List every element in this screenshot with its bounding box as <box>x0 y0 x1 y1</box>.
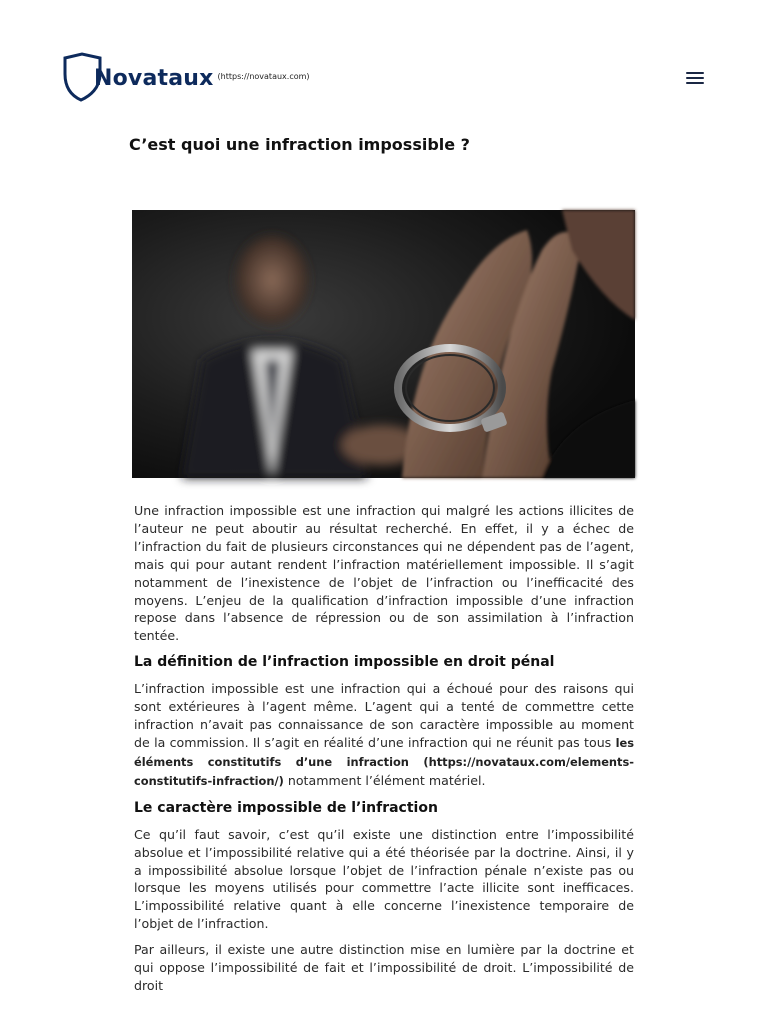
definition-paragraph <box>134 680 634 790</box>
page-title: C’est quoi une infraction impossible ? <box>129 135 470 154</box>
site-header <box>0 0 768 110</box>
hero-image <box>132 210 635 478</box>
section-heading-definition: La définition de l’infraction impossible en droit pénal <box>134 654 555 671</box>
article-body <box>134 502 634 993</box>
hamburger-icon[interactable] <box>686 72 704 86</box>
definition-text-end: notamment l’élément matériel. <box>283 772 486 788</box>
logo-url[interactable]: (https://novataux.com) <box>217 72 310 81</box>
site-logo[interactable] <box>62 52 310 102</box>
caractere-paragraph-2: Par ailleurs, il existe une autre distinction mise en lumière par la doctrine et qui oppose l’impossibilité de fait et l’impossibilité de droit. L’impossibilité de droit <box>134 942 634 993</box>
definition-text: L’infraction impossible est une infraction qui a échoué pour des raisons qui sont extérieures à l’agent même. L’agent qui a tenté de commettre cette infraction n’avait pas connaissance de son caractère impossible au moment de la commission. Il s’agit en réalité d’une infraction qui ne réunit pas tous <box>134 681 634 750</box>
logo-text: Novataux <box>94 66 214 91</box>
handcuffs-photo <box>132 210 635 478</box>
intro-paragraph: Une infraction impossible est une infraction qui malgré les actions illicites de l’auteur ne peut aboutir au résultat recherché. En effet, il y a échec de l’infraction du fait de plusieurs circonstances qui ne dépendent pas de l’agent, mais qui pour autant rendent l’infraction matériellement impossible. Il s’agit notamment de l’inexistence de l’objet de l’infraction ou l’inefficacité des moyens. L’enjeu de la qualification d’infraction impossible d’une infraction repose dans l’absence de répression ou de son assimilation à l’infraction tentée. <box>134 503 634 644</box>
section-heading-caractere: Le caractère impossible de l’infraction <box>134 799 438 816</box>
elements-constitutifs-link[interactable]: les éléments constitutifs d’une infraction (https://novataux.com/elements-constitutifs-infraction/) <box>134 735 634 788</box>
caractere-paragraph-1: Ce qu’il faut savoir, c’est qu’il existe une distinction entre l’impossibilité absolue et l’impossibilité relative qui a été théorisée par la doctrine. Ainsi, il y a impossibilité absolue lorsque l’objet de l’infraction pénale n’existe pas ou lorsque les moyens utilisés pour commettre l’acte illicite sont inefficaces. L’impossibilité relative quant à elle concerne l’inexistence temporaire de l’objet de l’infraction. <box>134 826 634 932</box>
